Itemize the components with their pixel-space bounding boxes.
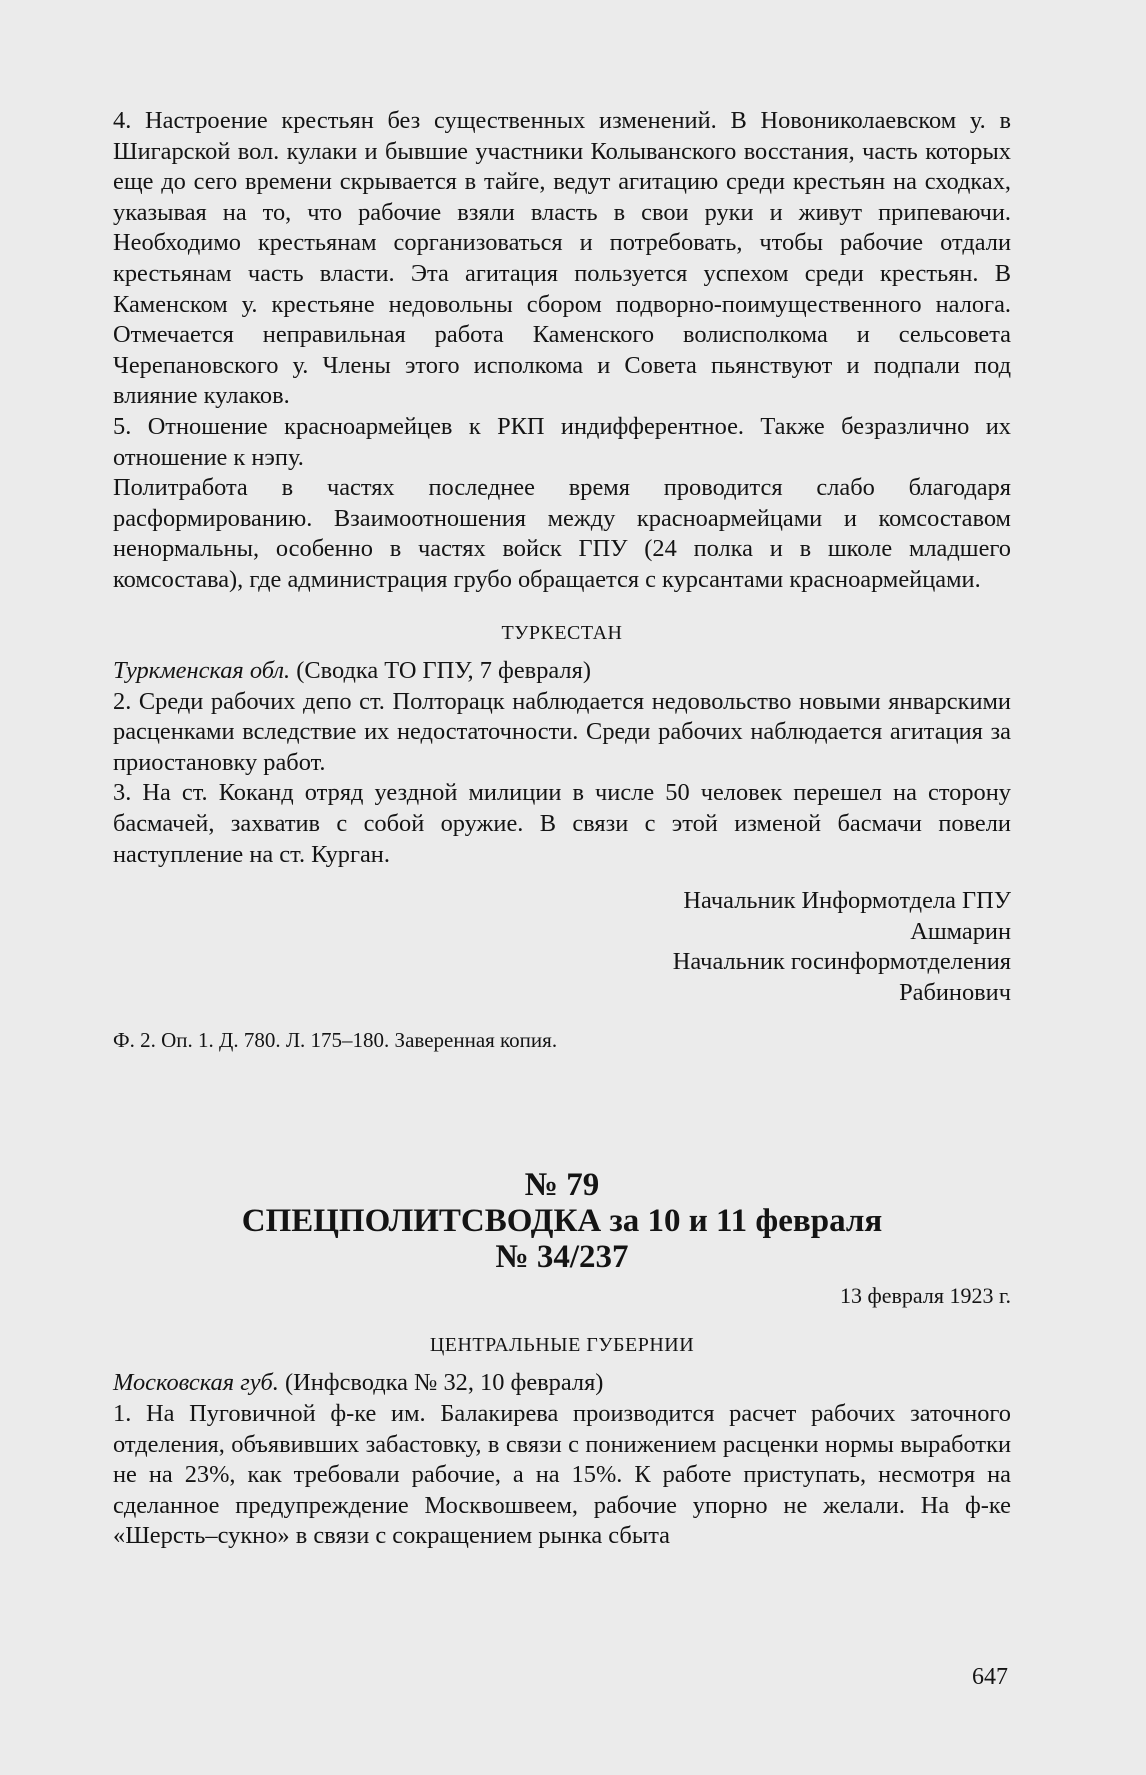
signature-name-2: Рабинович bbox=[899, 979, 1011, 1007]
region-source: (Сводка ТО ГПУ, 7 февраля) bbox=[296, 657, 591, 685]
page-number: 647 bbox=[972, 1664, 1008, 1690]
section-heading-turkestan: ТУРКЕСТАН bbox=[501, 621, 623, 644]
region-source: (Инфсводка № 32, 10 февраля) bbox=[285, 1369, 604, 1397]
document-number: № 79 bbox=[524, 1167, 600, 1204]
region-moscow bbox=[113, 1368, 1011, 1399]
paragraph-kokand: 3. На ст. Коканд отряд уездной милиции в числе 50 человек перешел на сторону басмачей, захватив с собой оружие. В связи с этой изменой басмачи повели наступление на ст. Курган. bbox=[113, 779, 1011, 868]
paragraph-button-factory: 1. На Пуговичной ф-ке им. Балакирева производится расчет рабочих заточного отделения, объявивших забастовку, в связи с понижением расценки нормы выработки не на 23%, как требовали рабочие, а на 15%. К работе приступать, несмотря на сделанное предупреждение Москвошвеем, рабочие упорно не желали. На ф-ке «Шерсть–сукно» в связи с сокращением рынка сбыта bbox=[113, 1400, 1011, 1550]
paragraph-poltoratsk: 2. Среди рабочих депо ст. Полторацк наблюдается недовольство новыми январскими расценками вследствие их недостаточности. Среди рабочих наблюдается агитация за приостановку работ. bbox=[113, 687, 1011, 776]
signature-title-2: Начальник госинформотделения bbox=[672, 948, 1011, 976]
region-name: Московская губ. bbox=[113, 1369, 279, 1397]
paragraph-red-army: 5. Отношение красноармейцев к РКП индифферентное. Также безразлично их отношение к нэпу. bbox=[113, 412, 1011, 471]
document-title: СПЕЦПОЛИТСВОДКА за 10 и 11 февраля bbox=[241, 1203, 883, 1240]
signature-title-1: Начальник Информотдела ГПУ bbox=[683, 887, 1011, 915]
signature-name-1: Ашмарин bbox=[910, 917, 1011, 945]
document-date: 13 февраля 1923 г. bbox=[839, 1283, 1011, 1309]
region-name: Туркменская обл. bbox=[113, 657, 291, 685]
region-turkmen bbox=[113, 656, 1011, 687]
document-subnumber: № 34/237 bbox=[495, 1239, 629, 1276]
archive-reference: Ф. 2. Оп. 1. Д. 780. Л. 175–180. Заверенная копия. bbox=[113, 1027, 558, 1052]
text-column bbox=[113, 106, 1011, 1552]
paragraph-political-work: Политработа в частях последнее время проводится слабо благодаря расформированию. Взаимоотношения между красноармейцами и комсоставом ненормальны, особенно в частях войск ГПУ (24 полка и в школе младшего комсостава), где администрация грубо обращается с курсантами красноармейцами. bbox=[113, 474, 1011, 593]
paragraph-peasants: 4. Настроение крестьян без существенных изменений. В Новониколаевском у. в Шигарской вол. кулаки и бывшие участники Колыванского восстания, часть которых еще до сего времени скрывается в тайге, ведут агитацию среди крестьян на сходках, указывая на то, что рабочие взяли власть в свои руки и живут припеваючи. Необходимо крестьянам сорганизоваться и потребовать, чтобы рабочие отдали крестьянам часть власти. Эта агитация пользуется успехом среди крестьян. В Каменском у. крестьяне недовольны сбором подворно-поимущественного налога. Отмечается неправильная работа Каменского волисполкома и сельсовета Черепановского у. Члены этого исполкома и Совета пьянствуют и подпали под влияние кулаков. bbox=[113, 107, 1011, 410]
section-heading-central: ЦЕНТРАЛЬНЫЕ ГУБЕРНИИ bbox=[429, 1333, 695, 1356]
